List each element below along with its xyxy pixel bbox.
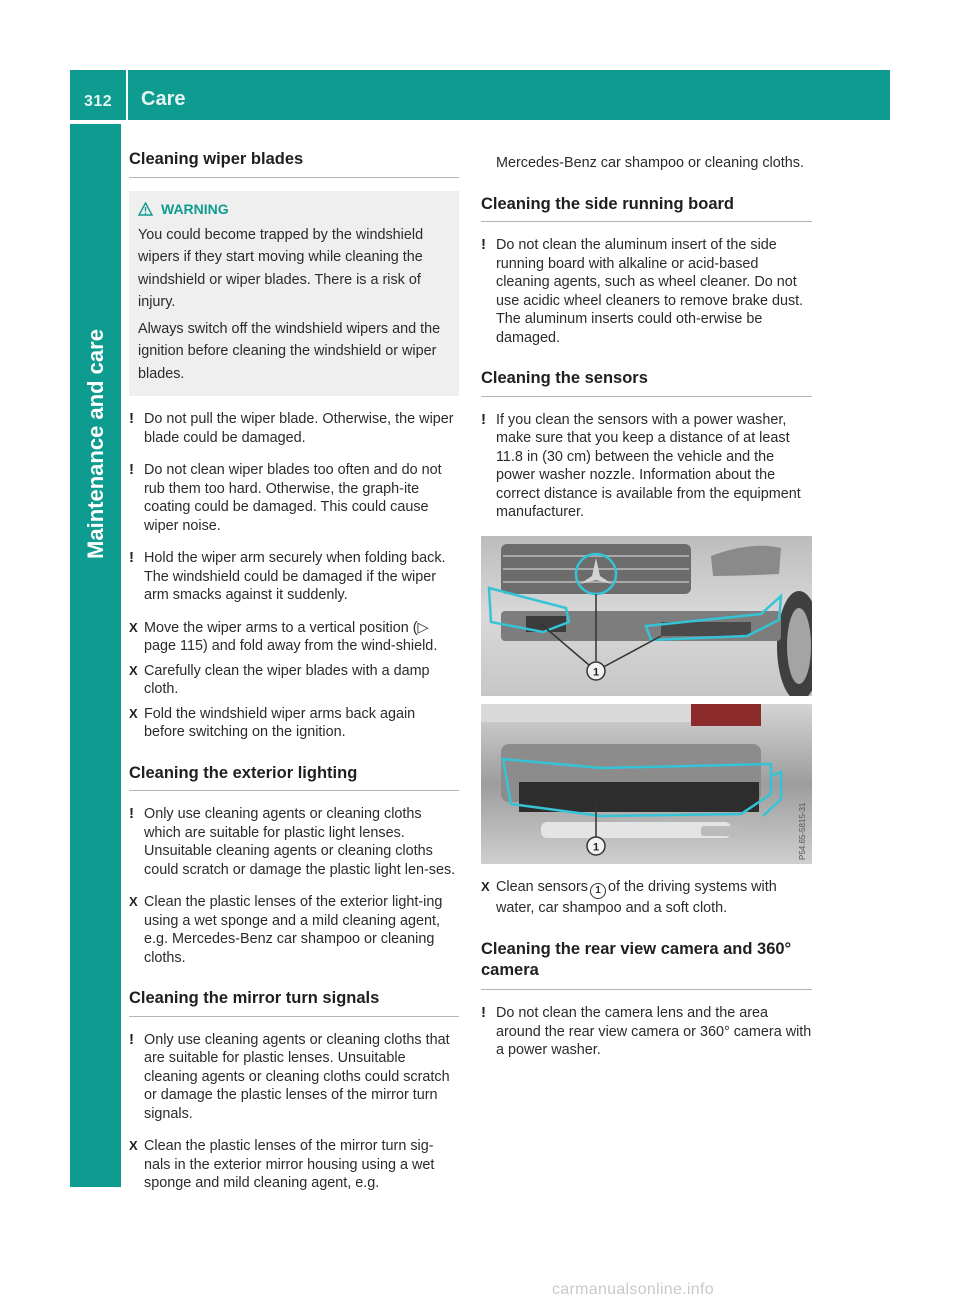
note-icon: !: [129, 805, 134, 822]
note-icon: !: [481, 236, 486, 253]
heading-mirror-turn-signals: Cleaning the mirror turn signals: [129, 989, 459, 1017]
step-arrow-icon: X: [129, 619, 138, 635]
step-text-end: of the driving systems with water, car shampoo and a soft cloth.: [496, 878, 777, 916]
note-text: Do not clean wiper blades too often and do not rub them too hard. Otherwise, the graph-ite coating could be damaged. This could cause wiper noise.: [144, 462, 442, 534]
note-icon: !: [129, 410, 134, 427]
callout-number: 1: [592, 841, 600, 853]
front-bumper-illustration: [481, 536, 812, 696]
rear-bumper-image: [481, 704, 812, 864]
note-text: Do not clean the aluminum insert of the side running board with alkaline or acid-based cleaning agents, such as wheel cleaner. Do not use acidic wheel cleaners to remove brake dust. The aluminum inserts could oth-erwise be damaged.: [496, 237, 804, 346]
step-item: [129, 705, 459, 742]
step-arrow-icon: X: [129, 1138, 138, 1153]
step-item: [129, 619, 459, 656]
section-title: Care: [141, 88, 186, 110]
sidebar-title: Maintenance and care: [82, 329, 108, 559]
right-column: [481, 154, 812, 1060]
step-item: [129, 893, 459, 967]
step-text: Move the wiper arms to a vertical position (▷ page 115) and fold away from the wind-shield.: [144, 619, 438, 654]
note-item: [129, 805, 459, 879]
warning-box: [129, 191, 459, 397]
note-item: [129, 549, 459, 605]
page-number: 312: [84, 93, 113, 110]
heading-exterior-lighting: Cleaning the exterior lighting: [129, 764, 459, 792]
note-icon: !: [129, 461, 134, 478]
header-bar: [70, 70, 890, 120]
warning-text-2: Always switch off the windshield wipers and the ignition before cleaning the windshield or wiper blades.: [138, 320, 441, 382]
step-text: Clean the plastic lenses of the exterior light-ing using a wet sponge and a mild cleaning agent, e.g. Mercedes-Benz car shampoo or cleaning cloths.: [144, 894, 443, 966]
sidebar-title-wrap: [70, 124, 121, 764]
step-text: Fold the windshield wiper arms back again before switching on the ignition.: [144, 705, 416, 740]
note-item: [129, 461, 459, 535]
step-item: [129, 662, 459, 699]
continued-text: Mercedes-Benz car shampoo or cleaning cloths.: [496, 155, 804, 171]
front-bumper-image: [481, 536, 812, 696]
note-text: Do not clean the camera lens and the area around the rear view camera or 360° camera with a power washer.: [496, 1005, 812, 1058]
step-text-start: Clean sensors: [496, 878, 588, 895]
note-item: [129, 1031, 459, 1124]
note-text: Hold the wiper arm securely when folding back. The windshield could be damaged if the wiper arm smacks against it suddenly.: [144, 550, 446, 603]
warning-triangle-icon: [138, 202, 153, 216]
step-arrow-icon: X: [129, 894, 138, 909]
note-item: [481, 236, 812, 347]
callout-marker: 1: [590, 883, 606, 899]
note-text: Only use cleaning agents or cleaning cloths that are suitable for plastic lenses. Unsuitable cleaning agents or cleaning cloths could scratch or damage the plastic lenses of the mirror turn signals.: [144, 1031, 450, 1122]
note-icon: !: [129, 1030, 134, 1048]
rear-bumper-illustration: [481, 704, 812, 864]
step-arrow-icon: X: [129, 705, 138, 721]
heading-wiper: Cleaning wiper blades: [129, 150, 459, 178]
warning-text-1: You could become trapped by the windshield wipers if they start moving while cleaning the windshield or wiper blades. There is a risk of injury.: [138, 226, 424, 310]
warning-label: WARNING: [161, 200, 229, 217]
step-arrow-icon: X: [481, 878, 490, 894]
note-icon: !: [129, 549, 134, 566]
step-item: [481, 878, 812, 918]
note-item: [129, 410, 459, 447]
watermark: carmanualsonline.info: [552, 1281, 714, 1298]
left-column: [129, 150, 459, 1193]
note-text: If you clean the sensors with a power washer, make sure that you keep a distance of at least 11.8 in (30 cm) between the vehicle and the power washer nozzle. Information about the correct distance is available from the equipment manufacturer.: [496, 411, 801, 520]
note-text: Only use cleaning agents or cleaning cloths which are suitable for plastic light lenses. Unsuitable cleaning agents or cleaning cloths could scratch or damage the plastic light len-ses.: [144, 806, 456, 878]
image-code: P54.65-5815-31: [798, 802, 807, 860]
step-text: Clean the plastic lenses of the mirror turn sig-nals in the exterior mirror housing using a wet sponge and mild cleaning agent, e.g.: [144, 1138, 435, 1191]
note-item: [481, 1004, 812, 1060]
step-item: [129, 1137, 459, 1193]
note-icon: !: [481, 1004, 486, 1021]
note-item: [481, 411, 812, 522]
step-text: [496, 878, 812, 918]
note-text: Do not pull the wiper blade. Otherwise, the wiper blade could be damaged.: [144, 411, 454, 446]
header-divider: [126, 70, 128, 120]
step-arrow-icon: X: [129, 662, 138, 678]
heading-sensors: Cleaning the sensors: [481, 369, 812, 397]
note-icon: !: [481, 410, 486, 428]
warning-header: [138, 200, 450, 218]
heading-camera: Cleaning the rear view camera and 360° camera: [481, 939, 812, 990]
callout-number: 1: [592, 666, 600, 678]
step-text: Carefully clean the wiper blades with a damp cloth.: [144, 662, 430, 697]
heading-running-board: Cleaning the side running board: [481, 195, 812, 223]
